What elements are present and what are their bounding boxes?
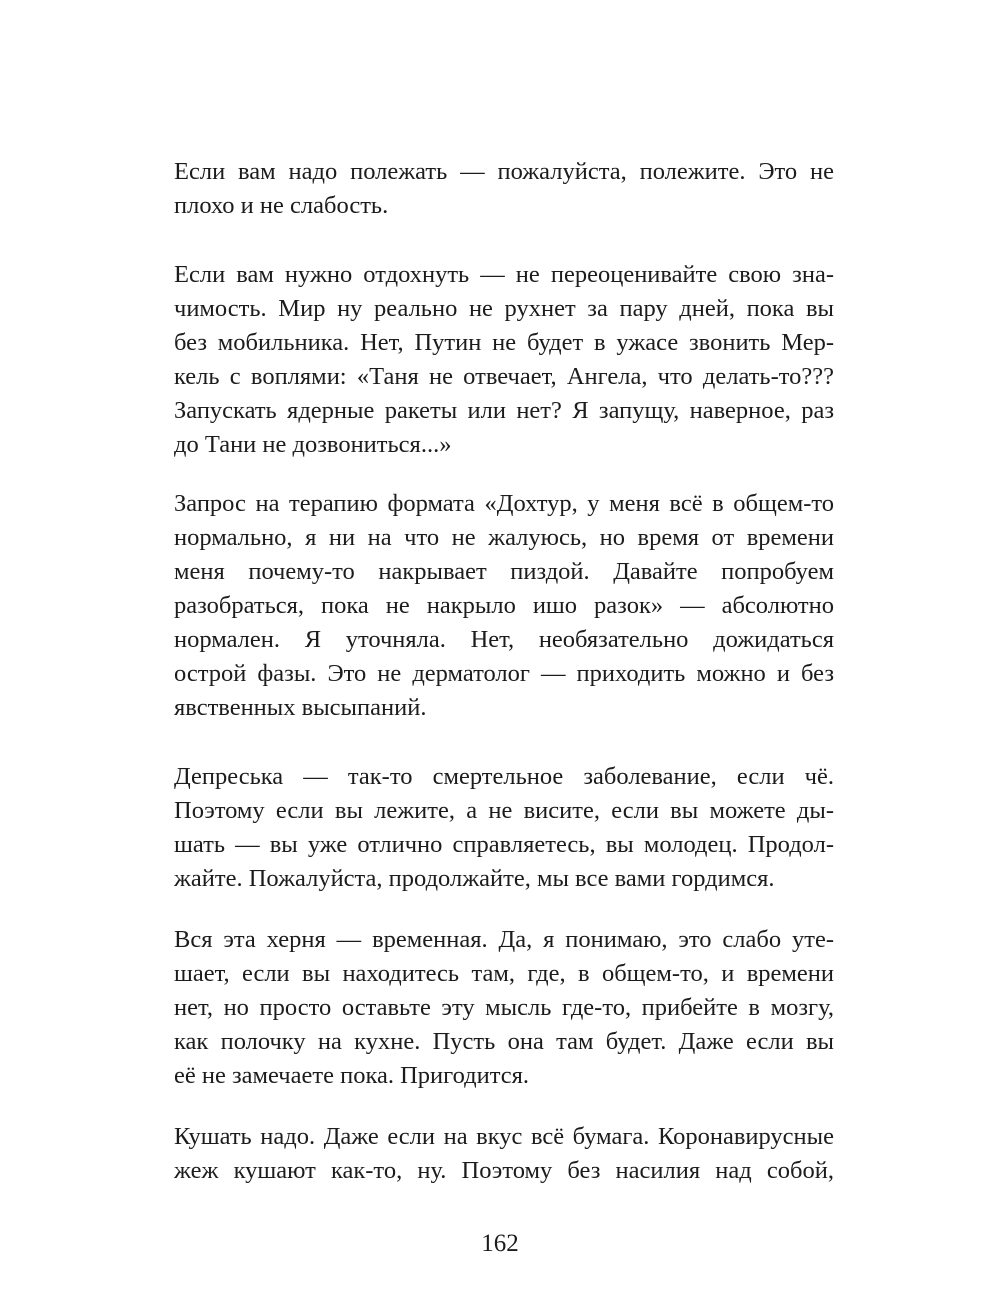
text-line: Поэтому если вы лежите, а не висите, если вы можете ды- [174, 797, 834, 824]
paragraph [174, 155, 834, 223]
text-line: разобраться, пока не накрыло ишо разок» — абсолютно [174, 592, 834, 619]
text-line: Запускать ядерные ракеты или нет? Я запущу, наверное, раз [174, 397, 834, 424]
text-line: нормален. Я уточняла. Нет, необязательно дожидаться [174, 626, 834, 653]
text-line: Кушать надо. Даже если на вкус всё бумага. Коронавирусные [174, 1123, 834, 1150]
text-line: шает, если вы находитесь там, где, в общем-то, и времени [174, 960, 834, 987]
text-line: плохо и не слабость. [174, 192, 389, 219]
text-line: Депреська — так-то смертельное заболевание, если чё. [174, 763, 834, 790]
text-line: Вся эта херня — временная. Да, я понимаю, это слабо уте- [174, 926, 834, 953]
text-line: жайте. Пожалуйста, продолжайте, мы все вами гордимся. [174, 865, 775, 892]
paragraph [174, 487, 834, 725]
text-line: Если вам нужно отдохнуть — не переоценивайте свою зна- [174, 261, 834, 288]
text-line: явственных высыпаний. [174, 694, 427, 721]
text-line: её не замечаете пока. Пригодится. [174, 1062, 529, 1089]
paragraph [174, 923, 834, 1093]
text-line: жеж кушают как-то, ну. Поэтому без насилия над собой, [174, 1157, 834, 1184]
text-line: до Тани не дозвониться...» [174, 431, 452, 458]
text-line: кель с воплями: «Таня не отвечает, Ангела, что делать-то??? [174, 363, 834, 390]
text-line: нет, но просто оставьте эту мысль где-то, прибейте в мозгу, [174, 994, 834, 1021]
text-line: шать — вы уже отлично справляетесь, вы молодец. Продол- [174, 831, 834, 858]
text-line: острой фазы. Это не дерматолог — приходить можно и без [174, 660, 834, 687]
paragraph [174, 1120, 834, 1188]
text-line: без мобильника. Нет, Путин не будет в ужасе звонить Мер- [174, 329, 834, 356]
text-line: чимость. Мир ну реально не рухнет за пару дней, пока вы [174, 295, 834, 322]
paragraph [174, 258, 834, 462]
paragraph [174, 760, 834, 896]
text-line: Запрос на терапию формата «Дохтур, у меня всё в общем-то [174, 490, 834, 517]
text-line: как полочку на кухне. Пусть она там будет. Даже если вы [174, 1028, 834, 1055]
text-line: Если вам надо полежать — пожалуйста, полежите. Это не [174, 158, 834, 185]
text-line: нормально, я ни на что не жалуюсь, но время от времени [174, 524, 834, 551]
page-number: 162 [481, 1230, 519, 1257]
text-line: меня почему-то накрывает пиздой. Давайте попробуем [174, 558, 834, 585]
